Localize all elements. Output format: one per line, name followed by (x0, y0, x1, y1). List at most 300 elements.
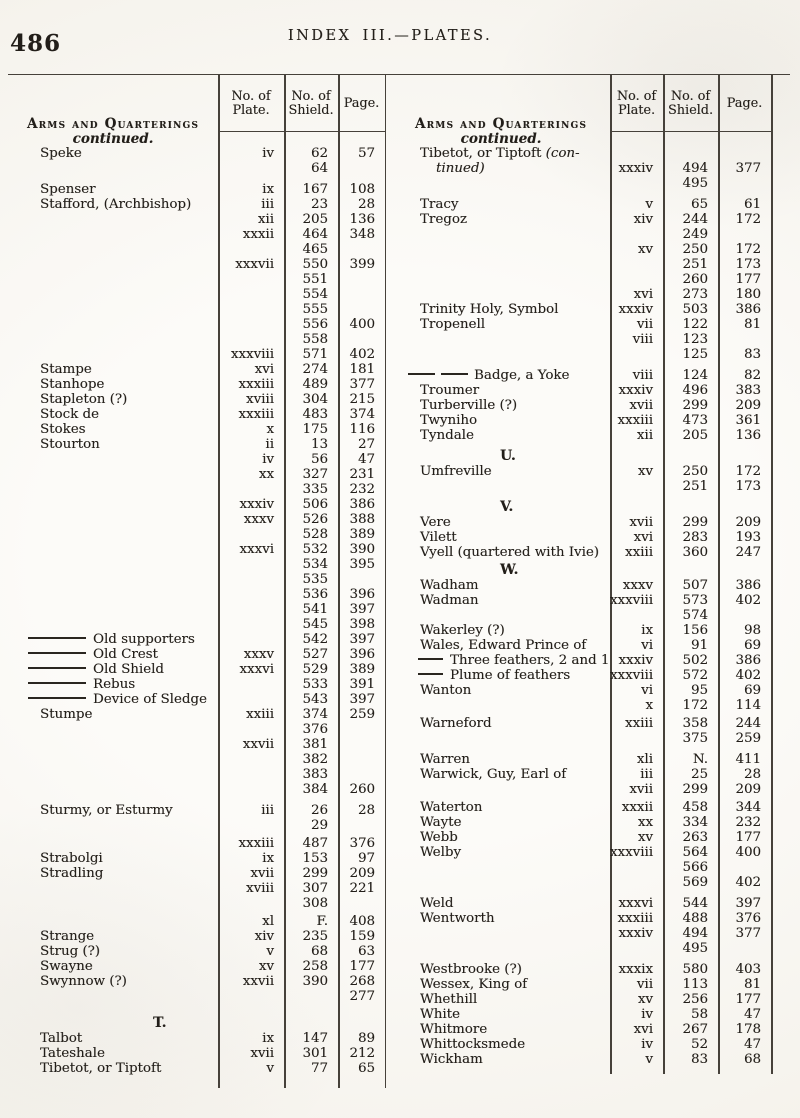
page-no-cell (338, 572, 385, 587)
entry-name: White (420, 1007, 460, 1022)
page-no-cell: 374 (349, 407, 375, 422)
entry-name (8, 212, 218, 227)
index-row (392, 242, 774, 257)
index-row (8, 896, 386, 911)
shield-no-cell: 572 (682, 668, 708, 683)
plate-no-cell: ix (641, 623, 653, 638)
shield-no-cell (663, 146, 718, 161)
entry-name (8, 914, 218, 929)
column-header-shield: No. of Shield. (667, 89, 714, 118)
index-row (8, 737, 386, 752)
index-row (8, 587, 386, 602)
index-row (8, 227, 386, 242)
plate-no-cell (218, 767, 284, 782)
entry-name (8, 989, 218, 1004)
page-no-cell: 383 (735, 383, 761, 398)
page-no-cell: 173 (735, 257, 761, 272)
shield-no-cell: 62 (310, 146, 328, 161)
plate-no-cell: ii (265, 437, 274, 452)
plate-no-cell: xxxiii (238, 377, 274, 392)
entry-name (8, 557, 218, 572)
header-rule (610, 131, 771, 132)
plate-no-cell: xxxviii (230, 347, 274, 362)
index-row (392, 593, 774, 608)
plate-no-cell: xxxiv (618, 383, 653, 398)
shield-no-cell: 235 (302, 929, 328, 944)
entry-name: Whethill (420, 992, 478, 1007)
index-table-right (392, 75, 774, 1074)
index-rows-left (8, 146, 386, 1076)
page-no-cell: 397 (349, 692, 375, 707)
entry-name: Waterton (420, 800, 483, 815)
entry-name: Tregoz (420, 212, 467, 227)
entry-name: Wanton (420, 683, 472, 698)
page-no-cell (338, 332, 385, 347)
entry-name (8, 818, 218, 833)
page-no-cell: 65 (357, 1061, 375, 1076)
shield-no-cell: 529 (302, 662, 328, 677)
entry-name (8, 227, 218, 242)
entry-name (392, 941, 610, 956)
plate-no-cell: xxiii (625, 716, 653, 731)
plate-no-cell (610, 449, 663, 464)
entry-name: Vere (420, 515, 451, 530)
index-row (8, 974, 386, 989)
index-row (8, 803, 386, 818)
plate-no-cell (610, 347, 663, 362)
plate-no-cell: xxxii (621, 800, 653, 815)
page-no-cell: 63 (357, 944, 375, 959)
entry-name: Wadham (420, 578, 479, 593)
index-row (392, 545, 774, 560)
shield-no-cell: 494 (682, 926, 708, 941)
page-no-cell: 116 (349, 422, 375, 437)
plate-no-cell (610, 563, 663, 578)
plate-no-cell: viii (632, 368, 653, 383)
page-no-cell: 173 (735, 479, 761, 494)
index-row (392, 638, 774, 653)
plate-no-cell: xxxvii (235, 257, 274, 272)
index-row (392, 578, 774, 593)
entry-name: Wayte (420, 815, 462, 830)
page-no-cell: 177 (735, 992, 761, 1007)
entry-name: Device of Sledge (8, 692, 218, 707)
shield-no-cell: 534 (302, 557, 328, 572)
shield-no-cell: 574 (682, 608, 708, 623)
page-no-cell: 57 (357, 146, 375, 161)
shield-no-cell: 327 (302, 467, 328, 482)
entry-name: Twyniho (420, 413, 478, 428)
plate-no-cell: xxxiv (239, 497, 274, 512)
shield-no-cell: 507 (682, 578, 708, 593)
entry-name: Tyndale (420, 428, 474, 443)
shield-no-cell: 551 (302, 272, 328, 287)
entry-name (8, 572, 218, 587)
entry-name: Warwick, Guy, Earl of (420, 767, 567, 782)
shield-no-cell: 483 (302, 407, 328, 422)
entry-name (392, 287, 610, 302)
entry-name: Stokes (40, 422, 86, 437)
index-table-left (8, 75, 386, 1088)
page-no-cell: 83 (743, 347, 761, 362)
page-no-cell (338, 722, 385, 737)
page-no-cell (338, 272, 385, 287)
plate-no-cell (218, 242, 284, 257)
entry-name (8, 542, 218, 557)
entry-name: Stumpe (40, 707, 93, 722)
plate-no-cell: xxxvi (239, 662, 274, 677)
plate-no-cell: iv (641, 1037, 653, 1052)
shield-no-cell: 256 (682, 992, 708, 1007)
shield-no-cell: 167 (302, 182, 328, 197)
section-heading: Arms and Quarterings continued. (414, 116, 588, 147)
plate-no-cell: iii (261, 803, 274, 818)
entry-name: Welby (420, 845, 462, 860)
index-row (392, 941, 774, 956)
index-row (8, 377, 386, 392)
entry-name (8, 602, 218, 617)
index-row (8, 422, 386, 437)
index-row (8, 347, 386, 362)
page-no-cell: 180 (735, 287, 761, 302)
index-row (392, 683, 774, 698)
entry-name: Weld (420, 896, 454, 911)
shield-no-cell (284, 989, 338, 1004)
page-no-cell: 209 (735, 515, 761, 530)
plate-no-cell (218, 572, 284, 587)
shield-no-cell: 244 (682, 212, 708, 227)
entry-name: Wadman (420, 593, 479, 608)
shield-no-cell: 299 (302, 866, 328, 881)
page-no-cell (718, 500, 771, 515)
plate-no-cell: iv (262, 146, 274, 161)
shield-no-cell: 251 (682, 257, 708, 272)
plate-no-cell: xxvii (242, 974, 274, 989)
ditto-dash (28, 637, 86, 639)
index-row (392, 1052, 774, 1067)
shield-no-cell: 533 (302, 677, 328, 692)
index-row (392, 1022, 774, 1037)
plate-no-cell: xx (637, 815, 653, 830)
index-row (8, 866, 386, 881)
index-row (8, 392, 386, 407)
page-no-cell: 82 (743, 368, 761, 383)
shield-no-cell: 304 (302, 392, 328, 407)
page-no-cell: 259 (349, 707, 375, 722)
entry-name (392, 227, 610, 242)
index-row (392, 257, 774, 272)
entry-name (392, 608, 610, 623)
entry-name (8, 527, 218, 542)
page-no-cell: 247 (735, 545, 761, 560)
shield-no-cell: 358 (682, 716, 708, 731)
shield-no-cell: 536 (302, 587, 328, 602)
column-headers (610, 77, 771, 131)
page-no-cell (718, 176, 771, 191)
page-no-cell (338, 242, 385, 257)
shield-no-cell: 569 (682, 875, 708, 890)
header-rule (218, 131, 385, 132)
shield-no-cell: 175 (302, 422, 328, 437)
entry-name (8, 587, 218, 602)
index-row (392, 146, 774, 161)
index-row (392, 347, 774, 362)
plate-no-cell (218, 317, 284, 332)
page-no-cell: 97 (357, 851, 375, 866)
entry-name: Strabolgi (40, 851, 103, 866)
shield-no-cell: 544 (682, 896, 708, 911)
plate-no-cell (610, 500, 663, 515)
shield-no-cell: 382 (302, 752, 328, 767)
shield-no-cell: 384 (302, 782, 328, 797)
plate-no-cell: xvii (629, 782, 653, 797)
plate-no-cell: iv (641, 1007, 653, 1022)
index-row (392, 623, 774, 638)
entry-name: Stourton (40, 437, 100, 452)
entry-name (8, 482, 218, 497)
plate-no-cell (218, 989, 284, 1004)
page-no-cell (338, 161, 385, 176)
plate-no-cell: vii (636, 317, 653, 332)
section-letter-row (8, 1016, 386, 1031)
entry-name: Troumer (420, 383, 480, 398)
plate-no-cell (218, 587, 284, 602)
page-no-cell: 395 (349, 557, 375, 572)
entry-name: Whittocksmede (420, 1037, 526, 1052)
plate-no-cell: xxvii (242, 737, 274, 752)
index-row (392, 413, 774, 428)
page-no-cell: 400 (349, 317, 375, 332)
entry-name: Wentworth (420, 911, 495, 926)
page-no-cell (718, 941, 771, 956)
shield-no-cell: 506 (302, 497, 328, 512)
entry-name (8, 317, 218, 332)
plate-no-cell (218, 617, 284, 632)
entry-name: Old Shield (8, 662, 218, 677)
index-row (8, 302, 386, 317)
index-row (8, 914, 386, 929)
plate-no-cell: xxxii (242, 227, 274, 242)
shield-no-cell: 299 (682, 782, 708, 797)
shield-no-cell: 77 (310, 1061, 328, 1076)
shield-no-cell: 91 (690, 638, 708, 653)
plate-no-cell: vi (641, 638, 653, 653)
entry-name: Wales, Edward Prince of (420, 638, 587, 653)
index-row (392, 752, 774, 767)
entry-name: Stapleton (?) (40, 392, 128, 407)
shield-no-cell: 147 (302, 1031, 328, 1046)
shield-no-cell: 381 (302, 737, 328, 752)
entry-name (392, 242, 610, 257)
shield-no-cell: 580 (682, 962, 708, 977)
page-no-cell: 89 (357, 1031, 375, 1046)
index-row (392, 782, 774, 797)
page-no-cell: 108 (349, 182, 375, 197)
shield-no-cell: 526 (302, 512, 328, 527)
index-row (8, 722, 386, 737)
plate-no-cell: xviii (246, 392, 274, 407)
index-row (392, 302, 774, 317)
shield-no-cell: 566 (682, 860, 708, 875)
index-row (392, 731, 774, 746)
index-row (8, 467, 386, 482)
plate-no-cell: xvii (250, 1046, 274, 1061)
entry-name (8, 287, 218, 302)
page-no-cell: 232 (735, 815, 761, 830)
index-row (392, 515, 774, 530)
entry-name: Whitmore (420, 1022, 488, 1037)
shield-no-cell: 307 (302, 881, 328, 896)
index-row (8, 752, 386, 767)
index-row (8, 161, 386, 176)
shield-no-cell: 555 (302, 302, 328, 317)
entry-name: Stafford, (Archbishop) (40, 197, 192, 212)
entry-name (8, 896, 218, 911)
shield-no-cell: 156 (682, 623, 708, 638)
entry-name (8, 512, 218, 527)
shield-no-cell: 205 (682, 428, 708, 443)
entry-name (8, 752, 218, 767)
plate-no-cell: xv (637, 242, 653, 257)
page-no-cell: 136 (349, 212, 375, 227)
shield-no-cell: F. (316, 914, 328, 929)
page-no-cell (338, 896, 385, 911)
plate-no-cell (610, 272, 663, 287)
entry-name (392, 875, 610, 890)
plate-no-cell: xl (262, 914, 274, 929)
row-gap (8, 1004, 386, 1016)
page-no-cell: 260 (349, 782, 375, 797)
shield-no-cell: 113 (682, 977, 708, 992)
index-row (8, 407, 386, 422)
index-row (8, 662, 386, 677)
plate-no-cell: xvi (633, 1022, 653, 1037)
index-row (8, 929, 386, 944)
entry-name: V. (500, 499, 514, 515)
plate-no-cell: xv (258, 959, 274, 974)
page-no-cell (338, 302, 385, 317)
page-no-cell: 389 (349, 527, 375, 542)
page-no-cell (338, 767, 385, 782)
plate-no-cell: v (645, 197, 653, 212)
entry-name: W. (500, 562, 519, 578)
plate-no-cell: xxxiii (238, 836, 274, 851)
entry-name (8, 881, 218, 896)
index-row (8, 836, 386, 851)
ditto-dash (28, 667, 86, 669)
shield-no-cell: 68 (310, 944, 328, 959)
page-no-cell: 386 (349, 497, 375, 512)
entry-name: Spenser (40, 182, 96, 197)
ditto-dash (28, 652, 86, 654)
entry-name: Plume of feathers (392, 668, 610, 683)
column-header-page: Page. (726, 96, 763, 111)
page-no-cell: 69 (743, 683, 761, 698)
page-no-cell: 209 (735, 398, 761, 413)
plate-no-cell: xxxviii (610, 668, 654, 683)
page-no-cell: 81 (743, 977, 761, 992)
page-no-cell (718, 608, 771, 623)
plate-no-cell: xvi (633, 287, 653, 302)
shield-no-cell: 122 (682, 317, 708, 332)
index-row (392, 767, 774, 782)
ditto-dash (418, 658, 443, 660)
plate-no-cell: xii (636, 428, 653, 443)
shield-no-cell: 25 (690, 767, 708, 782)
shield-no-cell: 532 (302, 542, 328, 557)
shield-no-cell: 541 (302, 602, 328, 617)
plate-no-cell: v (645, 1052, 653, 1067)
index-row (392, 653, 774, 668)
index-row (8, 881, 386, 896)
running-header: INDEX III.—PLATES. (287, 28, 493, 44)
plate-no-cell: xxxv (243, 647, 274, 662)
entry-name: Badge, a Yoke (392, 368, 610, 383)
plate-no-cell: xxxiii (617, 911, 653, 926)
page-no-cell: 376 (349, 836, 375, 851)
shield-no-cell: 299 (682, 398, 708, 413)
plate-no-cell (610, 941, 663, 956)
plate-no-cell (610, 227, 663, 242)
plate-no-cell: xiv (254, 929, 274, 944)
plate-no-cell: xv (637, 464, 653, 479)
plate-no-cell (218, 818, 284, 833)
page-no-cell: 402 (735, 668, 761, 683)
shield-no-cell: 375 (682, 731, 708, 746)
shield-no-cell: 267 (682, 1022, 708, 1037)
plate-no-cell: ix (262, 1031, 274, 1046)
column-header-page: Page. (343, 96, 380, 111)
plate-no-cell (218, 527, 284, 542)
entry-name (8, 767, 218, 782)
index-row (392, 698, 774, 713)
index-row (8, 272, 386, 287)
plate-no-cell: xxxiii (617, 413, 653, 428)
section-letter-row (392, 449, 774, 464)
entry-name (392, 731, 610, 746)
index-row (8, 1046, 386, 1061)
index-row (392, 479, 774, 494)
plate-no-cell: xiv (633, 212, 653, 227)
entry-name: Tibetot, or Tiptoft (con- (420, 146, 580, 161)
shield-no-cell: 556 (302, 317, 328, 332)
entry-name (8, 161, 218, 176)
shield-no-cell: 487 (302, 836, 328, 851)
index-row (8, 527, 386, 542)
index-row (8, 197, 386, 212)
page-no-cell: 376 (735, 911, 761, 926)
index-row (392, 977, 774, 992)
index-row (392, 176, 774, 191)
page-no-cell: 402 (735, 593, 761, 608)
page-no-cell: 344 (735, 800, 761, 815)
index-row (392, 464, 774, 479)
entry-name (8, 272, 218, 287)
index-row (392, 368, 774, 383)
index-row (392, 530, 774, 545)
shield-no-cell: 283 (682, 530, 708, 545)
plate-no-cell (610, 479, 663, 494)
page-no-cell (338, 287, 385, 302)
page-no-cell: 28 (357, 197, 375, 212)
page-no-cell: 277 (349, 989, 375, 1004)
page-no-cell: 212 (349, 1046, 375, 1061)
entry-name-italic: tinued) (436, 161, 485, 176)
shield-no-cell: 390 (302, 974, 328, 989)
shield-no-cell: 13 (310, 437, 328, 452)
entry-name (8, 332, 218, 347)
entry-name: Wakerley (?) (420, 623, 505, 638)
